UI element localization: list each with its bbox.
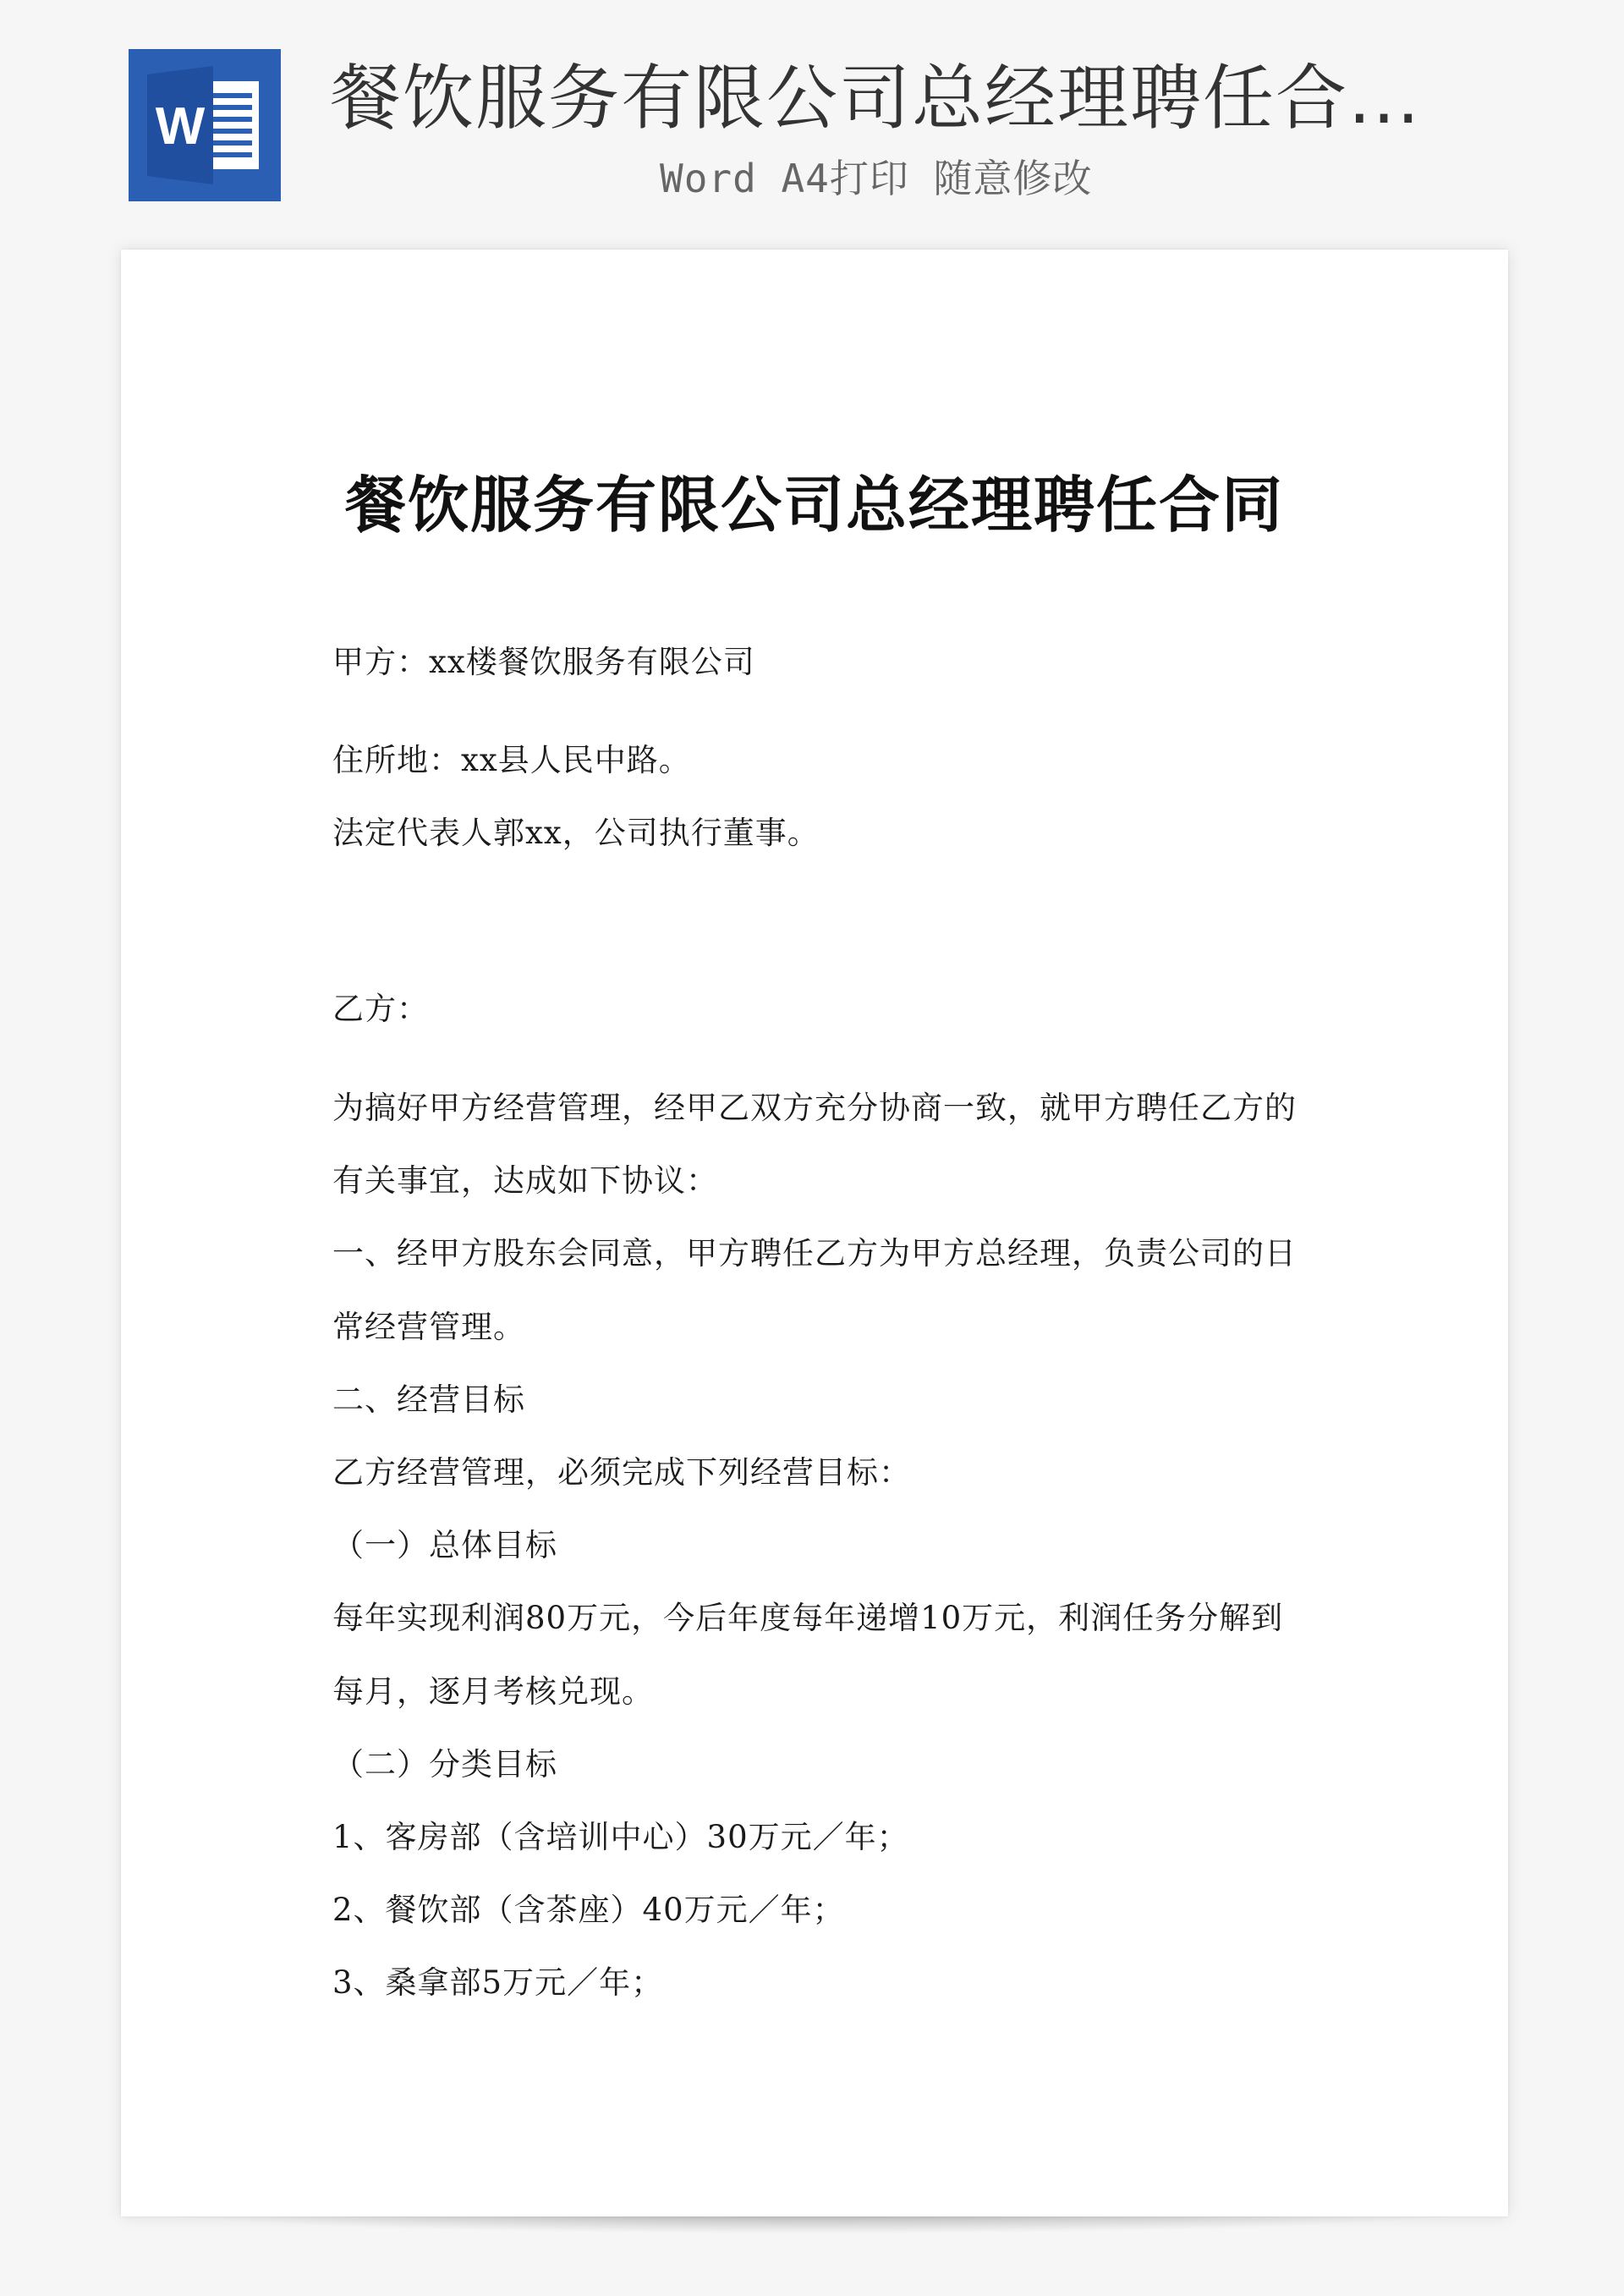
word-document-icon	[129, 49, 281, 201]
header-title: 餐饮服务有限公司总经理聘任合...	[330, 57, 1422, 140]
word-icon-letter: W	[155, 97, 206, 156]
list-item: 2、餐饮部（含茶座）40万元／年；	[332, 1892, 845, 1928]
party-a-line: 甲方：xx楼餐饮服务有限公司	[332, 644, 755, 680]
clause-two-heading: 二、经营目标	[332, 1381, 525, 1418]
paragraph-line: 每月，逐月考核兑现。	[332, 1673, 654, 1710]
paragraph-line: 为搞好甲方经营管理，经甲乙双方充分协商一致，就甲方聘任乙方的	[332, 1090, 1297, 1126]
header-subtitle: Word A4打印 随意修改	[660, 156, 1093, 201]
paragraph-line: 乙方经营管理，必须完成下列经营目标：	[332, 1454, 911, 1491]
document-page	[121, 250, 1508, 2216]
list-item: 3、桑拿部5万元／年；	[332, 1964, 664, 2001]
party-a-address-line: 住所地：xx县人民中路。	[332, 742, 691, 778]
party-b-line: 乙方：	[332, 991, 429, 1027]
document-title: 餐饮服务有限公司总经理聘任合同	[344, 469, 1284, 541]
subsection-heading: （一）总体目标	[332, 1527, 557, 1563]
list-item: 1、客房部（含培训中心）30万元／年；	[332, 1819, 909, 1855]
paragraph-line: 每年实现利润80万元，今后年度每年递增10万元，利润任务分解到	[332, 1600, 1284, 1636]
clause-one-line: 一、经甲方股东会同意，甲方聘任乙方为甲方总经理，负责公司的日	[332, 1235, 1297, 1272]
clause-one-line: 常经营管理。	[332, 1309, 525, 1345]
paragraph-line: 有关事宜，达成如下协议：	[332, 1162, 718, 1199]
subsection-heading: （二）分类目标	[332, 1746, 557, 1782]
legal-representative-line: 法定代表人郭xx，公司执行董事。	[332, 815, 820, 851]
